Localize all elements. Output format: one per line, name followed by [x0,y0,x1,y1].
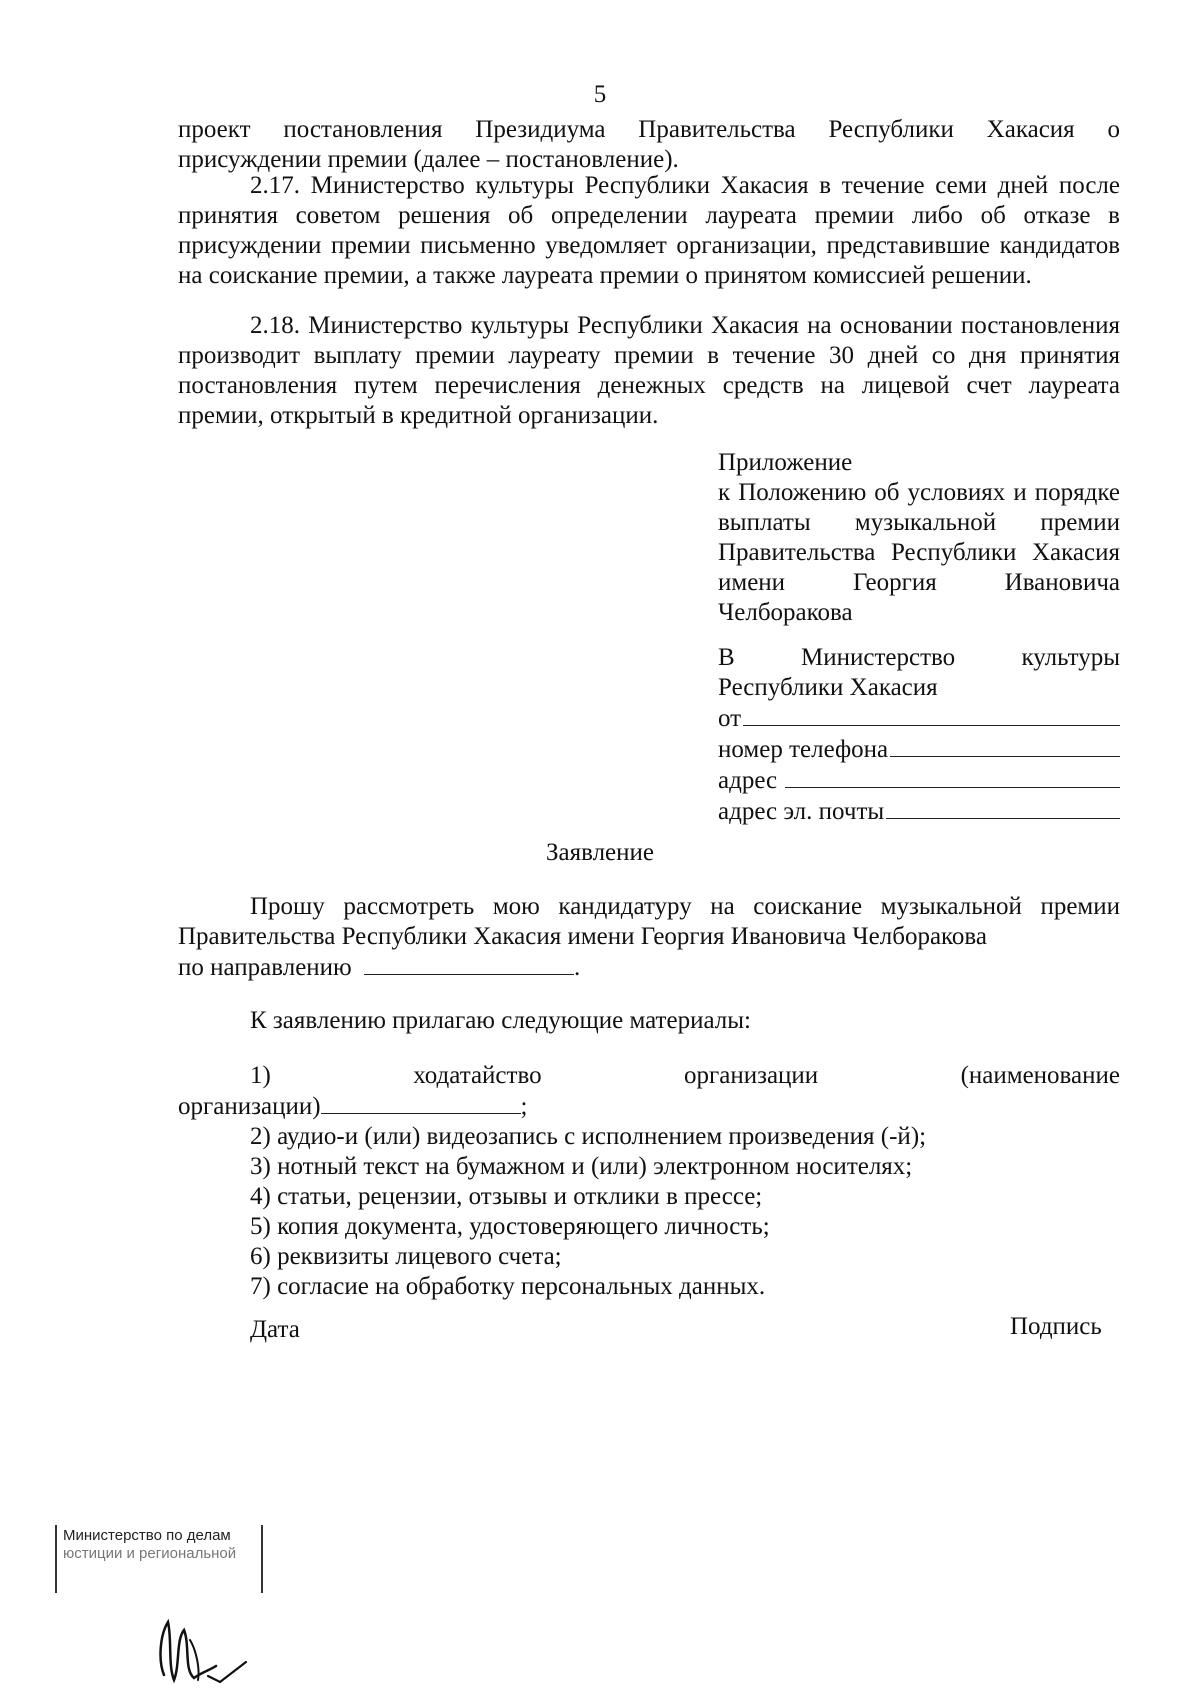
address-blank[interactable] [785,765,1120,788]
direction-blank[interactable] [364,952,574,975]
addressee-line-1: В Министерство культуры [718,644,1120,671]
phone-field [718,734,1120,765]
appendix-title: Приложение [718,449,853,476]
organization-label: организации) [178,1093,321,1120]
from-blank[interactable] [743,703,1120,726]
direction-label: по направлению [178,954,352,981]
statement-title: Заявление [545,839,655,866]
attachment-item-1-line-1: 1) ходатайство организации (наименование [250,1062,1120,1089]
continuation-paragraph [178,115,1120,175]
appendix-heading-block [718,448,1120,628]
phone-blank[interactable] [890,734,1120,757]
clause-2-18: 2.18. Министерство культуры Республики Хакасия на основании постановления производит выплату премии лауреату премии в течение 30 дней со дня принятия постановления путем перечисления денежных средств на лицевой счет лауреата премии, открытый в кредитной организации. [178,312,1120,429]
addressee-line-2: Республики Хакасия [718,674,938,701]
clause-2-17: 2.17. Министерство культуры Республики Хакасия в течение семи дней после принятия советом решения об определении лауреата премии либо об отказе в присуждении премии письменно уведомляет организации, представившие кандидатов на соискание премии, а также лауреата премии о принятом комиссией решении. [178,172,1120,289]
stamp-line-2: юстиции и региональной [63,1545,237,1562]
handwritten-signature [150,1580,260,1690]
date-label: Дата [250,1316,300,1343]
addressee-block [718,643,1120,827]
attachments-list [178,1061,1120,1302]
attachment-item-1-line-2: организации) ; [178,1093,528,1120]
attachment-item: 7) согласие на обработку персональных данных. [250,1273,766,1300]
phone-label: номер телефона [718,736,889,763]
attachment-item: 3) нотный текст на бумажном и (или) электронном носителях; [250,1153,913,1180]
email-label: адрес эл. почты [718,798,885,825]
continuation-line-2: присуждении премии (далее – постановление). [178,146,679,173]
appendix-text: к Положению об условиях и порядке выплаты музыкальной премии Правительства Республики Хакасия имени Георгия Ивановича Челборакова [718,479,1120,626]
page-number: 5 [593,81,607,108]
direction-line: по направлению . [178,954,581,981]
email-field [718,796,1120,827]
address-field [718,765,1120,796]
address-label: адрес [718,767,778,794]
continuation-line-1: проект постановления Президиума Правительства Республики Хакасия о [178,116,1120,143]
email-blank[interactable] [886,796,1120,819]
signature-label: Подпись [1010,1313,1102,1340]
stamp-line-1: Министерство по делам [63,1527,231,1544]
attachment-item: 5) копия документа, удостоверяющего личность; [250,1213,770,1240]
attachment-item: 4) статьи, рецензии, отзывы и отклики в прессе; [250,1183,763,1210]
from-label: от [718,705,742,732]
attachment-item: 2) аудио-и (или) видеозапись с исполнением произведения (-й); [250,1123,927,1150]
request-text: Прошу рассмотреть мою кандидатуру на соискание музыкальной премии Правительства Республики Хакасия имени Георгия Ивановича Челборакова [178,893,1120,950]
from-field [718,703,1120,734]
attachment-item: 6) реквизиты лицевого счета; [250,1243,562,1270]
attachments-intro: К заявлению прилагаю следующие материалы: [250,1007,751,1034]
request-block [178,892,1120,983]
organization-blank[interactable] [321,1091,521,1114]
